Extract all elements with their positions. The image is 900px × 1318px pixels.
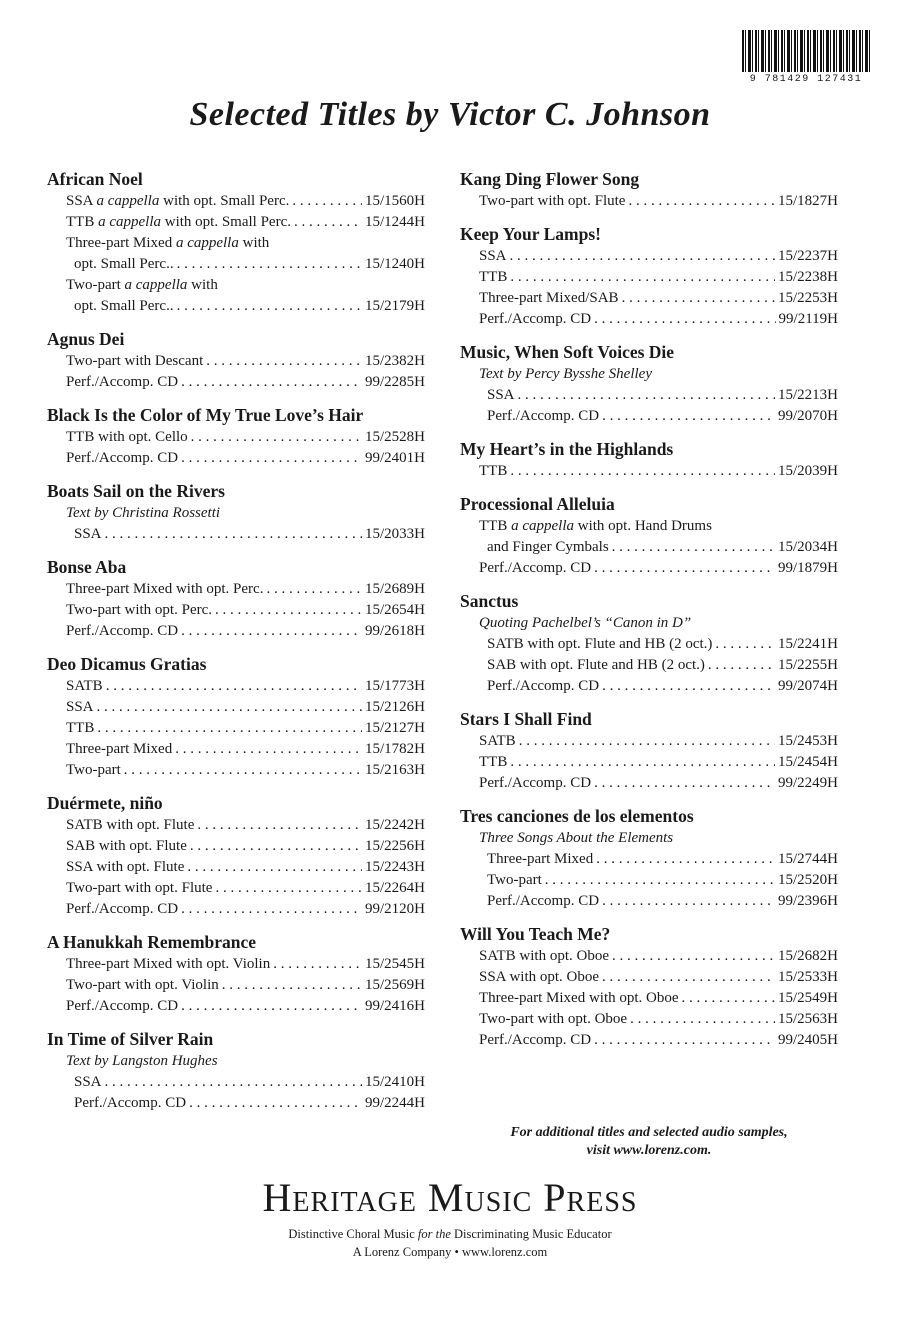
product-code: 15/2453H — [778, 733, 838, 749]
dot-leader — [106, 676, 362, 697]
voicing-label: SAB with opt. Flute — [66, 838, 187, 854]
voicing-line — [460, 849, 838, 870]
voicing-line — [47, 600, 425, 621]
song-title: Music, When Soft Voices Die — [460, 342, 675, 362]
dot-leader — [181, 899, 362, 920]
voicing-label: Two-part a cappella with — [66, 277, 218, 293]
voicing-label: and Finger Cymbals — [487, 539, 609, 555]
song-title: Sanctus — [460, 591, 519, 611]
song-subtitle: Text by Christina Rossetti — [66, 505, 221, 521]
title-group — [460, 590, 838, 697]
song-subtitle: Quoting Pachelbel’s “Canon in D” — [479, 615, 692, 631]
product-code: 15/2563H — [778, 1011, 838, 1027]
voicing-line — [47, 191, 425, 212]
additional-info-line2: visit www.lorenz.com. — [586, 1143, 712, 1158]
dot-leader — [189, 1093, 362, 1114]
product-code: 99/2416H — [365, 998, 425, 1014]
dot-leader — [545, 870, 775, 891]
product-code: 15/1773H — [365, 678, 425, 694]
dot-leader — [177, 254, 362, 275]
voicing-line — [460, 655, 838, 676]
voicing-line — [460, 191, 838, 212]
voicing-line — [460, 406, 838, 427]
tagline-for: for the — [417, 1227, 451, 1241]
voicing-label: Perf./Accomp. CD — [74, 1095, 187, 1111]
product-code: 15/2256H — [365, 838, 425, 854]
dot-leader — [222, 975, 362, 996]
dot-leader — [181, 372, 362, 393]
voicing-line — [47, 524, 425, 545]
product-code: 15/2545H — [365, 956, 425, 972]
song-title: Deo Dicamus Gratias — [47, 654, 207, 674]
voicing-line — [460, 1009, 838, 1030]
product-code: 15/2127H — [365, 720, 425, 736]
voicing-label: Perf./Accomp. CD — [66, 374, 179, 390]
product-code: 15/2243H — [365, 859, 425, 875]
product-code: 15/2253H — [778, 290, 838, 306]
voicing-line — [460, 891, 838, 912]
voicing-label: Two-part with opt. Violin — [66, 977, 219, 993]
song-subtitle: Three Songs About the Elements — [479, 830, 674, 846]
dot-leader — [715, 634, 775, 655]
voicing-line — [460, 537, 838, 558]
song-title: Black Is the Color of My True Love’s Hair — [47, 405, 364, 425]
title-group — [460, 708, 838, 794]
dot-leader — [510, 461, 775, 482]
dot-leader — [273, 954, 362, 975]
voicing-line — [47, 233, 425, 254]
voicing-line — [47, 212, 425, 233]
song-title: Will You Teach Me? — [460, 924, 611, 944]
voicing-line — [47, 836, 425, 857]
dot-leader — [602, 676, 775, 697]
voicing-line — [460, 634, 838, 655]
dot-leader — [181, 996, 362, 1017]
publisher-name: Heritage Music Press — [262, 1175, 638, 1220]
product-code: 15/1240H — [365, 256, 425, 272]
dot-leader — [594, 309, 775, 330]
voicing-label: TTB a cappella with opt. Hand Drums — [479, 518, 712, 534]
dot-leader — [197, 815, 362, 836]
product-code: 15/2238H — [778, 269, 838, 285]
title-group — [460, 341, 838, 427]
song-title: African Noel — [47, 169, 143, 189]
voicing-line — [47, 1093, 425, 1114]
voicing-label: SSA — [66, 699, 94, 715]
dot-leader — [682, 988, 775, 1009]
product-code: 15/2255H — [778, 657, 838, 673]
voicing-line — [47, 351, 425, 372]
additional-info — [460, 1124, 838, 1160]
voicing-label: Three-part Mixed — [487, 851, 594, 867]
voicing-label: SSA with opt. Flute — [66, 859, 185, 875]
voicing-line — [47, 739, 425, 760]
voicing-line — [460, 516, 838, 537]
dot-leader — [628, 191, 775, 212]
song-title: In Time of Silver Rain — [47, 1029, 214, 1049]
dot-leader — [594, 558, 775, 579]
voicing-line — [460, 752, 838, 773]
left-column — [47, 168, 425, 1125]
dot-leader — [206, 351, 362, 372]
product-code: 15/2569H — [365, 977, 425, 993]
product-code: 99/2120H — [365, 901, 425, 917]
voicing-line — [47, 275, 425, 296]
product-code: 99/2074H — [778, 678, 838, 694]
dot-leader — [294, 212, 362, 233]
dot-leader — [594, 773, 775, 794]
voicing-label: Two-part with Descant — [66, 353, 204, 369]
voicing-label: Three-part Mixed with opt. Perc. — [66, 581, 264, 597]
title-group — [47, 556, 425, 642]
voicing-label: TTB — [479, 463, 508, 479]
song-title: Stars I Shall Find — [460, 709, 592, 729]
voicing-label: Two-part with opt. Flute — [479, 193, 626, 209]
dot-leader — [602, 891, 775, 912]
product-code: 15/2179H — [365, 298, 425, 314]
song-title: Bonse Aba — [47, 557, 127, 577]
title-group — [47, 480, 425, 545]
product-code: 15/1560H — [365, 193, 425, 209]
voicing-label: Three-part Mixed with opt. Violin — [66, 956, 271, 972]
voicing-line — [47, 954, 425, 975]
dot-leader — [510, 267, 775, 288]
dot-leader — [602, 967, 775, 988]
dot-leader — [510, 246, 775, 267]
publisher-company: A Lorenz Company • www.lorenz.com — [352, 1245, 548, 1259]
dot-leader — [105, 1072, 362, 1093]
voicing-label: Perf./Accomp. CD — [487, 678, 600, 694]
publisher-tagline — [0, 1225, 900, 1243]
song-title: Boats Sail on the Rivers — [47, 481, 225, 501]
product-code: 15/2533H — [778, 969, 838, 985]
voicing-line — [460, 870, 838, 891]
dot-leader — [215, 600, 362, 621]
song-title: My Heart’s in the Highlands — [460, 439, 674, 459]
product-code: 15/2689H — [365, 581, 425, 597]
product-code: 15/2241H — [778, 636, 838, 652]
voicing-label: TTB — [479, 269, 508, 285]
product-code: 15/2163H — [365, 762, 425, 778]
product-code: 15/1827H — [778, 193, 838, 209]
voicing-label: Two-part — [487, 872, 542, 888]
title-group — [47, 168, 425, 317]
publisher-block — [0, 1175, 900, 1261]
voicing-label: Two-part with opt. Perc. — [66, 602, 213, 618]
title-group — [47, 404, 425, 469]
song-subtitle: Text by Langston Hughes — [66, 1053, 218, 1069]
song-title: Keep Your Lamps! — [460, 224, 601, 244]
title-group — [460, 223, 838, 330]
title-group — [47, 653, 425, 781]
voicing-label: Perf./Accomp. CD — [487, 893, 600, 909]
product-code: 15/2126H — [365, 699, 425, 715]
product-code: 15/2237H — [778, 248, 838, 264]
product-code: 15/2454H — [778, 754, 838, 770]
title-group — [47, 792, 425, 920]
voicing-line — [460, 676, 838, 697]
title-group — [47, 1028, 425, 1114]
product-code: 99/2119H — [778, 311, 838, 327]
song-title: Tres canciones de los elementos — [460, 806, 694, 826]
voicing-label: Perf./Accomp. CD — [66, 450, 179, 466]
product-code: 15/2242H — [365, 817, 425, 833]
voicing-label: SATB with opt. Oboe — [479, 948, 610, 964]
dot-leader — [630, 1009, 775, 1030]
voicing-line — [47, 857, 425, 878]
voicing-line — [47, 975, 425, 996]
title-group — [460, 805, 838, 912]
voicing-line — [460, 246, 838, 267]
dot-leader — [602, 406, 775, 427]
title-group — [460, 168, 838, 212]
product-code: 15/2410H — [365, 1074, 425, 1090]
voicing-label: Three-part Mixed — [66, 741, 173, 757]
product-code: 15/2033H — [365, 526, 425, 542]
voicing-label: TTB — [479, 754, 508, 770]
voicing-label: SSA with opt. Oboe — [479, 969, 600, 985]
voicing-line — [460, 267, 838, 288]
product-code: 15/2039H — [778, 463, 838, 479]
voicing-label: Perf./Accomp. CD — [479, 1032, 592, 1048]
voicing-line — [47, 372, 425, 393]
voicing-label: Three-part Mixed/SAB — [479, 290, 619, 306]
voicing-label: Two-part with opt. Oboe — [479, 1011, 628, 1027]
barcode-bars — [742, 30, 870, 72]
product-code: 15/2520H — [778, 872, 838, 888]
voicing-line — [47, 1072, 425, 1093]
voicing-line — [460, 967, 838, 988]
voicing-label: SSA — [74, 526, 102, 542]
voicing-line — [47, 621, 425, 642]
voicing-line — [47, 815, 425, 836]
dot-leader — [519, 731, 775, 752]
voicing-label: Perf./Accomp. CD — [479, 560, 592, 576]
dot-leader — [191, 427, 362, 448]
voicing-line — [47, 448, 425, 469]
voicing-line — [47, 676, 425, 697]
voicing-label: SATB — [66, 678, 103, 694]
voicing-line — [460, 558, 838, 579]
voicing-line — [47, 697, 425, 718]
voicing-line — [460, 1030, 838, 1051]
product-code: 15/2382H — [365, 353, 425, 369]
voicing-line — [47, 718, 425, 739]
product-code: 15/2744H — [778, 851, 838, 867]
product-code: 99/2401H — [365, 450, 425, 466]
product-code: 15/2528H — [365, 429, 425, 445]
voicing-label: SSA a cappella with opt. Small Perc. — [66, 193, 290, 209]
voicing-line — [47, 996, 425, 1017]
dot-leader — [622, 288, 775, 309]
right-column — [460, 168, 838, 1062]
product-code: 15/2264H — [365, 880, 425, 896]
voicing-line — [460, 309, 838, 330]
voicing-label: SSA — [487, 387, 515, 403]
product-code: 99/2249H — [778, 775, 838, 791]
voicing-label: SATB with opt. Flute — [66, 817, 195, 833]
voicing-label: Perf./Accomp. CD — [479, 775, 592, 791]
voicing-line — [47, 878, 425, 899]
song-title: Duérmete, niño — [47, 793, 163, 813]
voicing-label: Three-part Mixed a cappella with — [66, 235, 270, 251]
voicing-line — [47, 427, 425, 448]
voicing-label: SSA — [74, 1074, 102, 1090]
voicing-label: Perf./Accomp. CD — [66, 901, 179, 917]
voicing-line — [460, 773, 838, 794]
voicing-label: Three-part Mixed with opt. Oboe — [479, 990, 679, 1006]
product-code: 99/2405H — [778, 1032, 838, 1048]
dot-leader — [292, 191, 362, 212]
dot-leader — [190, 836, 362, 857]
dot-leader — [708, 655, 775, 676]
title-group — [47, 931, 425, 1017]
voicing-label: Perf./Accomp. CD — [479, 311, 592, 327]
title-group — [47, 328, 425, 393]
voicing-label: Perf./Accomp. CD — [66, 623, 179, 639]
product-code: 99/2244H — [365, 1095, 425, 1111]
page-title: Selected Titles by Victor C. Johnson — [189, 96, 711, 133]
dot-leader — [518, 385, 775, 406]
product-code: 15/2213H — [778, 387, 838, 403]
product-code: 15/1244H — [365, 214, 425, 230]
dot-leader — [105, 524, 362, 545]
dot-leader — [124, 760, 362, 781]
dot-leader — [177, 296, 362, 317]
title-group — [460, 438, 838, 482]
voicing-line — [47, 760, 425, 781]
product-code: 15/2682H — [778, 948, 838, 964]
voicing-label: SAB with opt. Flute and HB (2 oct.) — [487, 657, 705, 673]
voicing-label: opt. Small Perc.. — [74, 256, 174, 272]
dot-leader — [612, 537, 775, 558]
voicing-label: Perf./Accomp. CD — [487, 408, 600, 424]
song-title: Agnus Dei — [47, 329, 125, 349]
dot-leader — [175, 739, 362, 760]
title-group — [460, 493, 838, 579]
voicing-line — [47, 899, 425, 920]
dot-leader — [181, 621, 362, 642]
dot-leader — [97, 697, 362, 718]
voicing-label: Two-part — [66, 762, 121, 778]
voicing-label: SSA — [479, 248, 507, 264]
dot-leader — [266, 579, 362, 600]
product-code: 99/2618H — [365, 623, 425, 639]
product-code: 99/2070H — [778, 408, 838, 424]
song-title: Kang Ding Flower Song — [460, 169, 640, 189]
dot-leader — [594, 1030, 775, 1051]
song-subtitle: Text by Percy Bysshe Shelley — [479, 366, 652, 382]
voicing-label: TTB with opt. Cello — [66, 429, 188, 445]
title-group — [460, 923, 838, 1051]
product-code: 15/2549H — [778, 990, 838, 1006]
dot-leader — [181, 448, 362, 469]
voicing-label: Perf./Accomp. CD — [66, 998, 179, 1014]
song-title: Processional Alleluia — [460, 494, 615, 514]
dot-leader — [510, 752, 775, 773]
dot-leader — [612, 946, 775, 967]
voicing-line — [47, 296, 425, 317]
product-code: 15/1782H — [365, 741, 425, 757]
barcode — [742, 30, 870, 90]
product-code: 99/1879H — [778, 560, 838, 576]
additional-info-line1: For additional titles and selected audio samples, — [510, 1125, 788, 1140]
voicing-label: Two-part with opt. Flute — [66, 880, 213, 896]
voicing-label: TTB a cappella with opt. Small Perc. — [66, 214, 291, 230]
dot-leader — [215, 878, 362, 899]
dot-leader — [187, 857, 362, 878]
product-code: 99/2396H — [778, 893, 838, 909]
product-code: 15/2654H — [365, 602, 425, 618]
voicing-label: TTB — [66, 720, 95, 736]
tagline-pre: Distinctive Choral Music — [288, 1227, 418, 1241]
voicing-line — [47, 254, 425, 275]
voicing-label: opt. Small Perc.. — [74, 298, 174, 314]
tagline-post: Discriminating Music Educator — [450, 1227, 612, 1241]
product-code: 15/2034H — [778, 539, 838, 555]
voicing-line — [460, 385, 838, 406]
voicing-line — [460, 288, 838, 309]
isbn-number: 9 781429 127431 — [749, 74, 863, 85]
product-code: 99/2285H — [365, 374, 425, 390]
voicing-line — [460, 731, 838, 752]
voicing-label: SATB — [479, 733, 516, 749]
voicing-line — [460, 946, 838, 967]
dot-leader — [97, 718, 362, 739]
voicing-line — [460, 988, 838, 1009]
voicing-line — [460, 461, 838, 482]
voicing-label: SATB with opt. Flute and HB (2 oct.) — [487, 636, 713, 652]
voicing-line — [47, 579, 425, 600]
dot-leader — [596, 849, 775, 870]
song-title: A Hanukkah Remembrance — [47, 932, 257, 952]
